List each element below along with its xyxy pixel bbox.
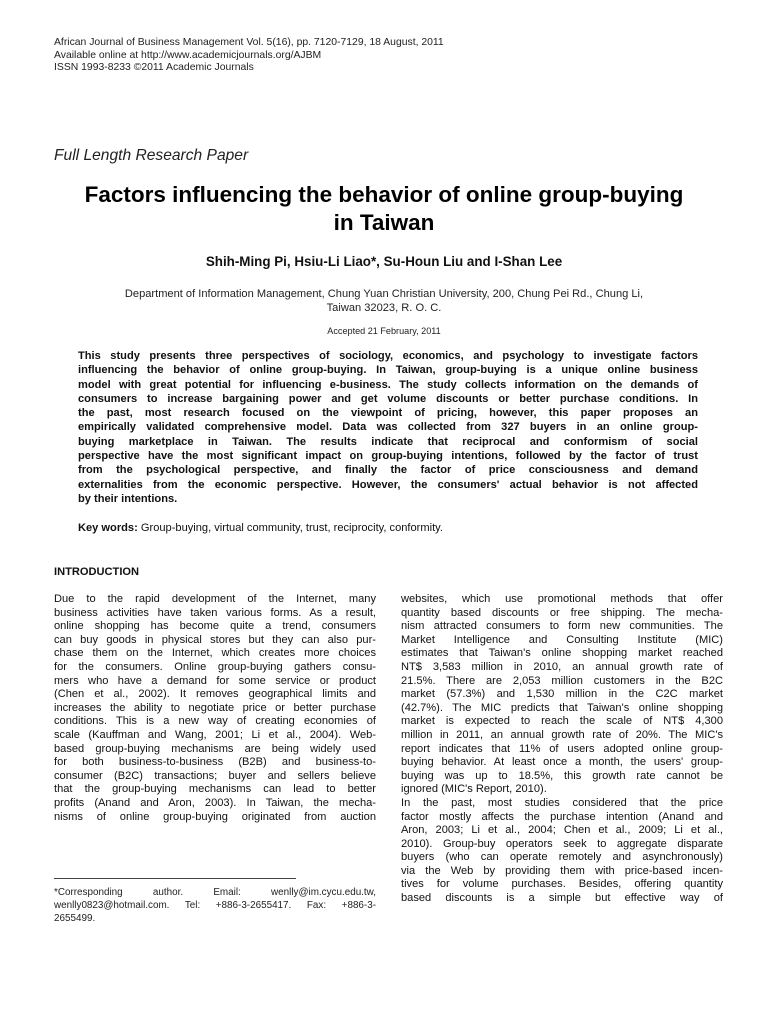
authors: Shih-Ming Pi, Hsiu-Li Liao*, Su-Houn Liu and I-Shan Lee: [205, 254, 563, 269]
text-line: market (57.3%) and 1,530 million in the C2C market: [401, 688, 723, 701]
text-line: for both business-to-business (B2B) and business-to-: [54, 756, 376, 769]
abstract-line: empirically validated comprehensive model. Data was collected from 327 buyers in an online group-: [78, 421, 698, 434]
text-line: online shopping has become quite a trend, consumers: [54, 620, 376, 633]
right-column-text: [401, 593, 723, 906]
keywords: [78, 522, 443, 534]
text-line: million in 2011, an annual growth rate of 20%. The MIC's: [401, 728, 723, 741]
text-line: for the consumers. Online group-buying gathers consu-: [54, 660, 376, 673]
text-line: chase them on the Internet, which creates more choices: [54, 647, 376, 660]
abstract-line: externalities from the economic perspective. However, the consumers' actual behavior is not affected: [78, 478, 698, 491]
text-line: websites, which use promotional methods that offer: [401, 593, 723, 605]
text-line: based discounts is a simple but effective way of: [401, 892, 723, 905]
left-column-text: [54, 593, 376, 824]
text-line: (42.7%). The MIC predicts that Taiwan's online shopping: [401, 701, 723, 714]
abstract-line: perspective have the most significant impact on group-buying intentions, followed by the factor of trust: [78, 450, 698, 463]
text-line: based group-buying mechanisms are being widely used: [54, 742, 376, 755]
text-line: scale (Kauffman and Wang, 2001; Li et al., 2004). Web-: [54, 728, 376, 741]
keywords-label: Key words:: [78, 522, 138, 534]
abstract-line: the past, most research focused on the viewpoint of pricing, however, this paper proposes an: [78, 407, 698, 420]
text-line: quantity based discounts or free shipping. The mecha-: [401, 606, 723, 619]
abstract-line: by their intentions.: [78, 492, 178, 505]
abstract: [78, 349, 698, 506]
paper-type: Full Length Research Paper: [54, 147, 249, 164]
journal-url: Available online at http://www.academicjournals.org/AJBM: [54, 49, 322, 61]
text-line: Market Intelligence and Consulting Institute (MIC): [401, 633, 723, 646]
text-line: nism attracted consumers to form new communities. The: [401, 620, 723, 633]
text-line: NT$ 3,583 million in 2010, an annual growth rate of: [401, 660, 723, 673]
affiliation: [84, 287, 684, 315]
abstract-line: model with great potential for influencing e-business. The study collects information on the demands of: [78, 378, 698, 391]
corresponding-author-footnote: [54, 886, 376, 925]
affiliation-line-2: Taiwan 32023, R. O. C.: [326, 302, 442, 315]
section-heading-introduction: INTRODUCTION: [54, 566, 140, 578]
footnote-line: wenlly0823@hotmail.com. Tel: +886-3-2655417. Fax: +886-3-: [54, 900, 376, 911]
abstract-line: This study presents three perspectives of sociology, economics, and psychology to investigate factors: [78, 350, 698, 362]
text-line: buying behavior. At least once a month, the users' group-: [401, 756, 723, 769]
text-line: buying was up to 18.5%, this growth rate cannot be: [401, 769, 723, 782]
text-line: report indicates that 11% of users adopted online group-: [401, 742, 723, 755]
abstract-line: consumers to increase bargaining power and get volume discounts or better purchase conditions. In: [78, 392, 698, 405]
abstract-line: from the psychological perspective, and finally the factor of price consciousness and demand: [78, 464, 698, 477]
journal-issn: ISSN 1993-8233 ©2011 Academic Journals: [54, 62, 254, 74]
text-line: nisms of online group-buying originated from auction: [54, 810, 376, 823]
text-line: estimates that Taiwan's online shopping market reached: [401, 647, 723, 660]
paper-title: [40, 181, 728, 236]
text-line: increases the ability to negotiate price or better purchase: [54, 701, 376, 714]
text-line: 2010). Group-buy operators seek to aggregate disparate: [401, 837, 723, 850]
text-line: business activities have taken various forms. As a result,: [54, 606, 376, 619]
text-line: consumer (B2C) transactions; buyer and sellers believe: [54, 769, 376, 782]
text-line: factor mostly affects the purchase intention (Anand and: [401, 810, 723, 823]
text-line: Aron, 2003; Li et al., 2004; Chen et al., 2009; Li et al.,: [401, 824, 723, 837]
text-line: 21.5%. There are 2,053 million customers in the B2C: [401, 674, 723, 687]
text-line: ignored (MIC's Report, 2010).: [401, 783, 547, 796]
text-line: conditions. This is a new way of creating economies of: [54, 715, 376, 728]
text-line: profits (Anand and Aron, 2003). In Taiwan, the mecha-: [54, 796, 376, 809]
text-line: (Chen et al., 2002). It removes geographical limits and: [54, 688, 376, 701]
text-line: In the past, most studies considered that the price: [401, 796, 723, 809]
text-line: mers who have a demand for some service or product: [54, 674, 376, 687]
text-line: market is expected to reach the scale of NT$ 4,300: [401, 715, 723, 728]
text-line: buyers (who can operate remotely and asynchronously): [401, 851, 723, 864]
abstract-line: buying marketplace in Taiwan. The results indicate that reciprocal and conformism of social: [78, 435, 698, 448]
text-line: tives for volume purchases. Besides, offering quantity: [401, 878, 723, 891]
journal-citation: African Journal of Business Management Vol. 5(16), pp. 7120-7129, 18 August, 2011: [54, 37, 444, 48]
footnote-line: 2655499.: [54, 913, 96, 924]
keywords-text: Group-buying, virtual community, trust, reciprocity, conformity.: [137, 522, 443, 534]
footnote-line: *Corresponding author. Email: wenlly@im.cycu.edu.tw,: [54, 887, 376, 898]
accepted-date: Accepted 21 February, 2011: [327, 326, 441, 336]
footnote-divider: [54, 878, 296, 879]
journal-header: [54, 37, 444, 75]
title-line-2: in Taiwan: [333, 209, 435, 235]
text-line: via the Web by providing them with price-based incen-: [401, 864, 723, 877]
abstract-line: influencing the behavior of online group-buying. In Taiwan, group-buying is a unique online business: [78, 364, 698, 377]
title-line-1: Factors influencing the behavior of online group-buying: [84, 182, 684, 207]
affiliation-line-1: Department of Information Management, Chung Yuan Christian University, 200, Chung Pei Rd., Chung Li,: [124, 288, 644, 300]
text-line: Due to the rapid development of the Internet, many: [54, 593, 376, 605]
text-line: can buy goods in physical stores but they can also pur-: [54, 633, 376, 646]
text-line: that the group-buying mechanisms can lead to better: [54, 783, 376, 796]
